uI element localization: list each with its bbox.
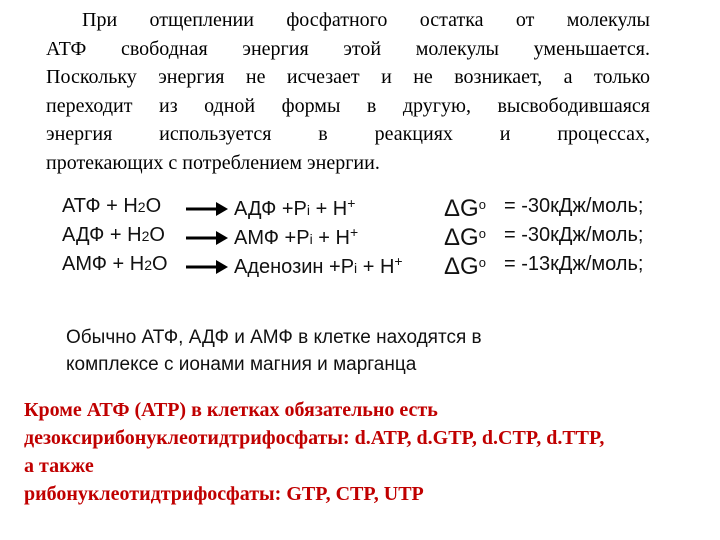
gibbs-energy-value: = -30кДж/моль; bbox=[504, 224, 644, 246]
highlight-line: рибонуклеотидтрифосфаты: GTP, CTP, UTP bbox=[24, 483, 424, 505]
gibbs-energy-value: = -13кДж/моль; bbox=[504, 253, 644, 275]
note-line: Обычно АТФ, АДФ и АМФ в клетке находятся в bbox=[66, 327, 482, 348]
right-arrow-icon bbox=[186, 197, 228, 217]
nucleotide-triphosphates-note bbox=[24, 396, 604, 508]
gibbs-energy-value: = -30кДж/моль; bbox=[504, 195, 644, 217]
intro-line: переходит из одной формы в другую, высвободившаяся bbox=[46, 94, 650, 117]
intro-paragraph bbox=[46, 6, 650, 178]
reaction-row bbox=[54, 222, 674, 251]
highlight-line: дезоксирибонуклеотидтрифосфаты: d.АТР, d.GTP, d.CTP, d.TTP, bbox=[24, 427, 605, 449]
intro-line: Поскольку энергия не исчезает и не возникает, а только bbox=[46, 66, 650, 89]
highlight-line: а также bbox=[24, 455, 94, 477]
gibbs-energy-symbol: $\Delta G^o$ bbox=[444, 195, 486, 222]
reaction-reactants: АДФ + Н2О bbox=[62, 224, 165, 246]
intro-line: протекающих с потреблением энергии. bbox=[46, 151, 380, 174]
right-arrow-icon bbox=[186, 226, 228, 246]
reaction-products: Аденозин +Рi + Н+ bbox=[234, 253, 403, 278]
note-line: комплексе с ионами магния и марганца bbox=[66, 354, 417, 375]
highlight-line: Кроме АТФ (АТР) в клетках обязательно есть bbox=[24, 399, 438, 421]
intro-line: АТФ свободная энергия этой молекулы уменьшается. bbox=[46, 37, 650, 60]
right-arrow-icon bbox=[186, 255, 228, 275]
reaction-row bbox=[54, 251, 674, 280]
intro-line: При отщеплении фосфатного остатка от молекулы bbox=[82, 9, 650, 31]
reaction-reactants: АМФ + Н2О bbox=[62, 253, 168, 275]
reaction-reactants: АТФ + Н2О bbox=[62, 195, 162, 217]
reaction-products: АДФ +Рi + Н+ bbox=[234, 195, 356, 220]
gibbs-energy-symbol: $\Delta G^o$ bbox=[444, 224, 486, 251]
intro-line: энергия используется в реакциях и процессах, bbox=[46, 123, 650, 146]
reaction-products: АМФ +Рi + Н+ bbox=[234, 224, 359, 249]
gibbs-energy-symbol: $\Delta G^o$ bbox=[444, 253, 486, 280]
reaction-row bbox=[54, 193, 674, 222]
complex-note bbox=[66, 324, 482, 378]
reaction-equations bbox=[54, 193, 674, 280]
